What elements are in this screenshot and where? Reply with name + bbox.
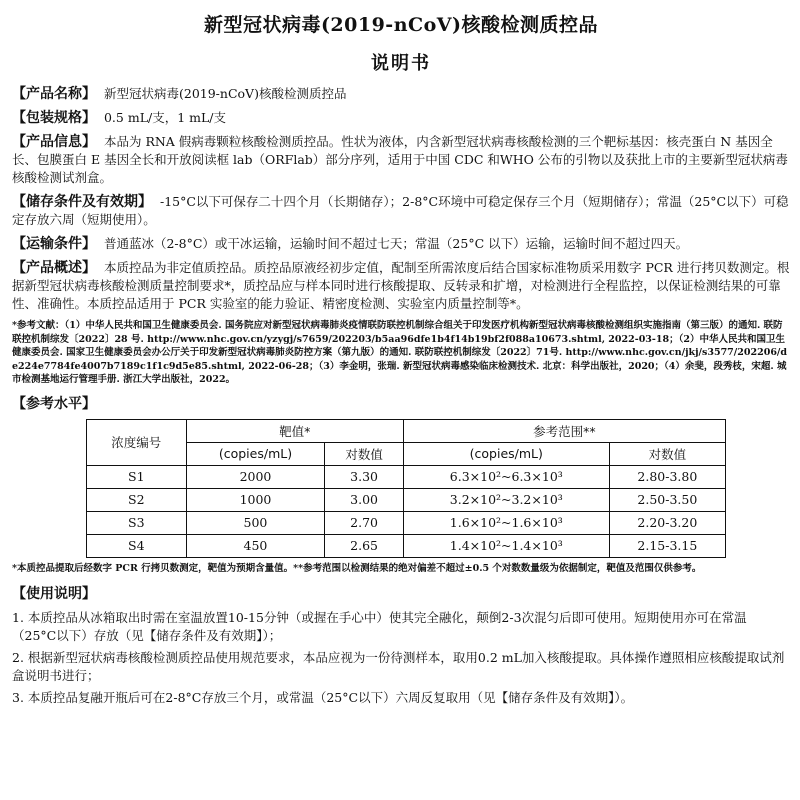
- storage-row: [12, 193, 790, 229]
- package-spec-row: [12, 109, 790, 127]
- references: *参考文献：（1）中华人民共和国卫生健康委员会. 国务院应对新型冠状病毒肺炎疫情联防联控机制综合组关于印发医疗机构新型冠状病毒核酸检测组织实施指南（第三版）的通知. 联防联控机制综发〔2022〕28 号. http://www.nhc.gov.cn/yzygj/s7659/202203/b5aa96dfe1b4f14b19bf2f088a10673.shtml, 2022-03-18；（2）中华人民共和国卫生健康委员会. 国家卫生健康委员会办公厅关于印发新型冠状病毒肺炎防控方案（第九版）的通知. 联防联控机制综发〔2022〕71号. http://www.nhc.gov.cn/jkj/s3577/202206/de224e7784fe4007b7189c1f1c9d5e85.shtml, 2022-06-28；（3）李金明，张瑞. 新型冠状病毒感染临床检测技术. 北京：科学出版社，2020；（4）余斐，段秀枝，宋超. 城市检测基地运行管理手册. 浙江大学出版社，2022。: [12, 320, 788, 385]
- document-title: 新型冠状病毒(2019-nCoV)核酸检测质控品: [203, 14, 599, 36]
- cell-range-copies: 1.4×10²~1.4×10³: [403, 534, 609, 557]
- cell-range-log: 2.15-3.15: [609, 534, 725, 557]
- cell-target-log: 2.65: [325, 534, 403, 557]
- header-target: 靶值*: [186, 419, 403, 442]
- cell-id: S4: [87, 534, 187, 557]
- product-info-label: 【产品信息】: [12, 134, 96, 150]
- overview-value: 本质控品为非定值质控品。质控品原液经初步定值，配制至所需浓度后结合国家标准物质采用数字 PCR 进行拷贝数测定。根据新型冠状病毒核酸检测质量控制要求*，质控品应与样本同时进行核酸提取、反转录和扩增，对检测进行全程监控，以保证检测结果的可靠性、准确性。本质控品适用于 PCR 实验室的能力验证、精密度检测、实验室内质量控制等*。: [12, 260, 790, 311]
- document-subtitle: 说明书: [371, 53, 431, 74]
- cell-range-copies: 3.2×10²~3.2×10³: [403, 488, 609, 511]
- usage-item: 3. 本质控品复融开瓶后可在2-8°C存放三个月，或常温（25°C以下）六周反复取用（见【储存条件及有效期】）。: [12, 690, 634, 705]
- ref-level-title: 【参考水平】: [12, 395, 96, 412]
- cell-range-log: 2.80-3.80: [609, 465, 725, 488]
- header-target-copies: (copies/mL): [186, 442, 325, 465]
- transport-label: 【运输条件】: [12, 236, 96, 252]
- header-range-copies: (copies/mL): [403, 442, 609, 465]
- table-header-row: [87, 419, 726, 442]
- product-info-value: 本品为 RNA 假病毒颗粒核酸检测质控品。性状为液体，内含新型冠状病毒核酸检测的三个靶标基因：核壳蛋白 N 基因全长、包膜蛋白 E 基因全长和开放阅读框 lab（ORFlab）部分序列，适用于中国 CDC 和WHO 公布的引物以及获批上市的主要新型冠状病毒核酸检测试剂盒。: [12, 134, 788, 185]
- reference-level-table: [86, 419, 726, 558]
- cell-target-copies: 1000: [186, 488, 325, 511]
- table-row: [87, 534, 726, 557]
- overview-label: 【产品概述】: [12, 260, 96, 276]
- table-row: [87, 465, 726, 488]
- cell-target-copies: 500: [186, 511, 325, 534]
- cell-target-log: 2.70: [325, 511, 403, 534]
- cell-range-log: 2.20-3.20: [609, 511, 725, 534]
- header-target-log: 对数值: [325, 442, 403, 465]
- header-range-log: 对数值: [609, 442, 725, 465]
- table-note: *本质控品提取后经数字 PCR 行拷贝数测定，靶值为预期含量值。**参考范围以检测结果的绝对偏差不超过±0.5 个对数数量级为依据制定，靶值及范围仅供参考。: [12, 562, 702, 574]
- cell-target-log: 3.00: [325, 488, 403, 511]
- cell-target-copies: 2000: [186, 465, 325, 488]
- header-range: 参考范围**: [403, 419, 725, 442]
- cell-target-log: 3.30: [325, 465, 403, 488]
- usage-item: 2. 根据新型冠状病毒核酸检测质控品使用规范要求，本品应视为一份待测样本，取用0.2 mL加入核酸提取。具体操作遵照相应核酸提取试剂盒说明书进行；: [12, 650, 785, 683]
- storage-value: -15°C以下可保存二十四个月（长期储存）；2-8°C环境中可稳定保存三个月（短期储存）；常温（25°C以下）可稳定存放六周（短期使用）。: [12, 194, 789, 227]
- usage-item: 1. 本质控品从冰箱取出时需在室温放置10-15分钟（或握在手心中）使其完全融化，颠倒2-3次混匀后即可使用。短期使用亦可在常温（25°C以下）存放（见【储存条件及有效期】）；: [12, 610, 747, 643]
- product-name-row: [12, 85, 790, 103]
- cell-id: S1: [87, 465, 187, 488]
- package-spec-label: 【包装规格】: [12, 110, 96, 126]
- table-row: [87, 511, 726, 534]
- cell-range-copies: 1.6×10²~1.6×10³: [403, 511, 609, 534]
- storage-label: 【储存条件及有效期】: [12, 194, 152, 210]
- cell-id: S2: [87, 488, 187, 511]
- cell-id: S3: [87, 511, 187, 534]
- usage-title: 【使用说明】: [12, 586, 96, 602]
- cell-range-copies: 6.3×10²~6.3×10³: [403, 465, 609, 488]
- transport-value: 普通蓝冰（2-8°C）或干冰运输，运输时间不超过七天；常温（25°C 以下）运输，运输时间不超过四天。: [103, 236, 689, 251]
- transport-row: [12, 235, 790, 253]
- table-row: [87, 488, 726, 511]
- package-spec-value: 0.5 mL/支，1 mL/支: [103, 110, 226, 125]
- product-name-value: 新型冠状病毒(2019-nCoV)核酸检测质控品: [103, 86, 347, 101]
- product-name-label: 【产品名称】: [12, 86, 96, 102]
- overview-row: [12, 259, 790, 313]
- header-conc: 浓度编号: [87, 419, 187, 465]
- product-info-row: [12, 133, 790, 187]
- cell-target-copies: 450: [186, 534, 325, 557]
- cell-range-log: 2.50-3.50: [609, 488, 725, 511]
